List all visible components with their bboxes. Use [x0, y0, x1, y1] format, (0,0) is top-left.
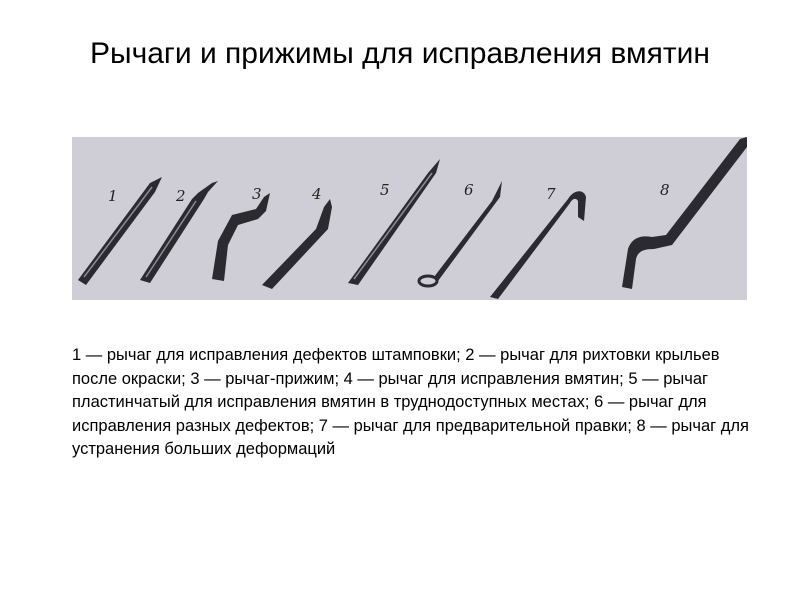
tool-number-5: 5 — [380, 181, 390, 199]
figure-caption: 1 — рычаг для исправления дефектов штамповки; 2 — рычаг для рихтовки крыльев после окраски; 3 — рычаг-прижим; 4 — рычаг для исправления вмятин; 5 — рычаг пластинчатый для исправления вмятин в труднодоступных местах; 6 — рычаг для исправления разных дефектов; 7 — рычаг для предварительной правки; 8 — рычаг для устранения больших деформаций — [72, 346, 749, 458]
tool-4 — [262, 185, 332, 289]
tool-5 — [348, 159, 440, 285]
tool-7 — [490, 185, 586, 299]
tool-number-3: 3 — [252, 185, 262, 203]
tool-number-4: 4 — [312, 185, 322, 203]
tool-number-2: 2 — [176, 187, 186, 205]
slide-title: Рычаги и прижимы для исправления вмятин — [90, 37, 710, 70]
tools-photo — [72, 137, 747, 300]
tool-number-1: 1 — [108, 187, 118, 205]
tools-illustration — [72, 137, 747, 300]
tool-3 — [212, 185, 270, 281]
tool-number-7: 7 — [546, 185, 556, 203]
tool-8 — [622, 137, 747, 289]
tool-number-8: 8 — [660, 181, 670, 199]
tool-6 — [419, 181, 502, 286]
tool-number-6: 6 — [464, 181, 474, 199]
